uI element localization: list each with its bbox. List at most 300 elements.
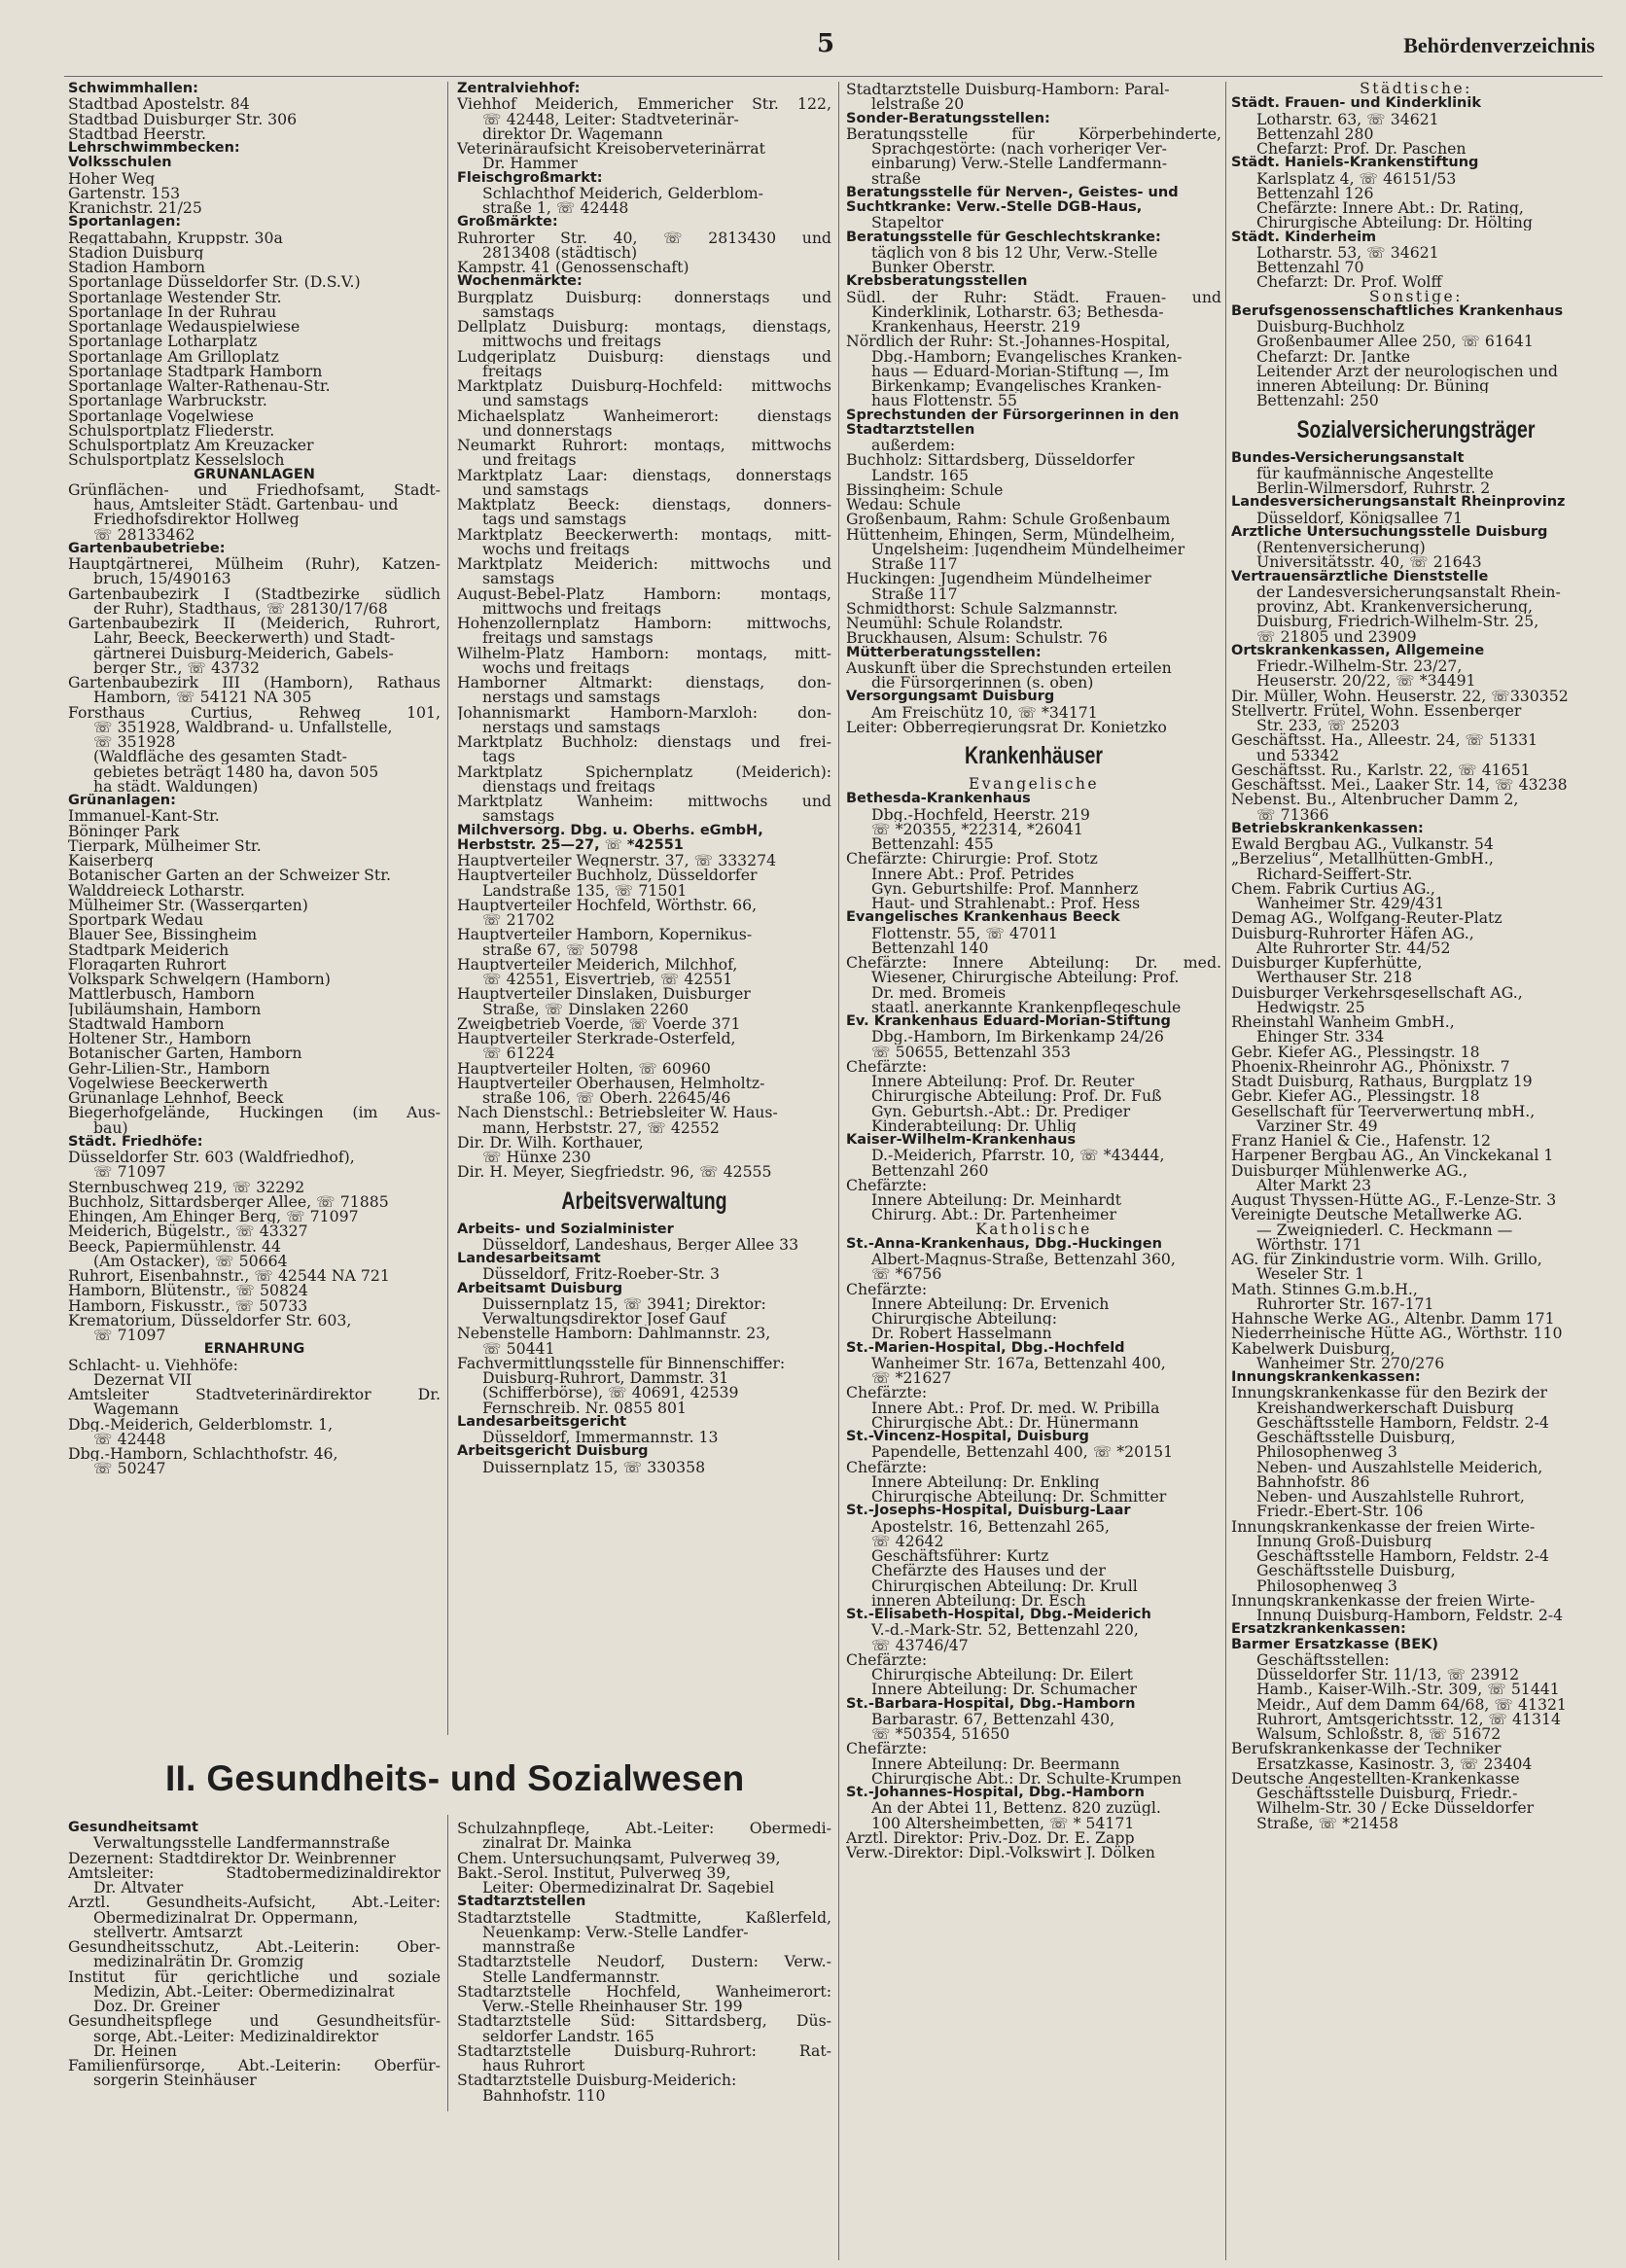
col3-line: Bettenzahl 260 bbox=[871, 1162, 989, 1178]
col2-line: Michaelsplatz Wanheimerort: dienstags bbox=[457, 408, 831, 423]
col3-line: Evangelische bbox=[968, 777, 1100, 793]
col4-line: Hedwigstr. 25 bbox=[1256, 999, 1365, 1014]
col3-line: Innere Abt.: Prof. Dr. med. W. Pribilla bbox=[871, 1400, 1160, 1415]
col3-line: Innere Abteilung: Dr. Ervenich bbox=[871, 1295, 1110, 1311]
col4-line: Walsum, Schloßstr. 8, ☏ 51672 bbox=[1256, 1726, 1502, 1742]
col4-line: (Rentenversicherung) bbox=[1256, 540, 1426, 555]
col3-line: Kaiser-Wilhelm-Krankenhaus bbox=[846, 1133, 1077, 1148]
col2-line: Dir. H. Meyer, Siegfriedstr. 96, ☏ 42555 bbox=[457, 1164, 772, 1180]
col1-line: der Ruhr), Stadthaus, ☏ 28130/17/68 bbox=[93, 600, 388, 616]
col2-line: Schlachthof Meiderich, Gelderblom- bbox=[482, 185, 763, 200]
col2-line: Düsseldorf, Landeshaus, Berger Allee 33 bbox=[482, 1236, 799, 1252]
col4-line: August Thyssen-Hütte AG., F.-Lenze-Str. 3 bbox=[1231, 1192, 1557, 1208]
col3-line: lelstraße 20 bbox=[871, 96, 965, 112]
col3-line: Bettenzahl: 455 bbox=[871, 836, 994, 852]
col1-line: Schulsportplatz Am Kreuzacker bbox=[68, 438, 314, 453]
col4-line: Berlin-Wilmersdorf, Ruhrstr. 2 bbox=[1256, 480, 1491, 496]
col3-line: Schmidthorst: Schule Salzmannstr. bbox=[846, 600, 1118, 616]
col3-line: St.-Marien-Hospital, Dbg.-Hochfeld bbox=[846, 1340, 1125, 1356]
col2-line: Zweigbetrieb Voerde, ☏ Voerde 371 bbox=[457, 1015, 741, 1031]
col4-line: Städtische: bbox=[1360, 82, 1472, 97]
col2-line: Marktplatz Wanheim: mittwochs und bbox=[457, 794, 831, 809]
col3-line: Birkenkamp; Evangelisches Kranken- bbox=[871, 378, 1162, 394]
col3-line: einbarung) Verw.-Stelle Landfermann- bbox=[871, 156, 1168, 171]
col4-line: Wörthstr. 171 bbox=[1256, 1236, 1362, 1252]
col3-line: St.-Barbara-Hospital, Dbg.-Hamborn bbox=[846, 1696, 1136, 1712]
col2-line: ☏ 50441 bbox=[482, 1340, 555, 1356]
col2-line: Hohenzollernplatz Hamborn: mittwochs, bbox=[457, 616, 831, 631]
col4-line: Meidr., Auf dem Damm 64/68, ☏ 41321 bbox=[1256, 1696, 1567, 1712]
col4-line: Geschäftsst. Ha., Alleestr. 24, ☏ 51331 bbox=[1231, 732, 1538, 748]
col4-line: und 53342 bbox=[1256, 747, 1340, 762]
col4-line: Bundes-Versicherungsanstalt bbox=[1231, 450, 1465, 466]
col3-line: haus Flottenstr. 55 bbox=[871, 393, 1018, 408]
col2b-line: Stadtarztstelle Duisburg-Ruhrort: Rat- bbox=[457, 2042, 831, 2058]
col2-line: Nach Dienstschl.: Betriebsleiter W. Haus- bbox=[457, 1105, 778, 1120]
col2-line: wochs und freitags bbox=[482, 541, 630, 556]
col4-line: Innungskrankenkasse für den Bezirk der bbox=[1231, 1385, 1548, 1400]
col2-line: Verwaltungsdirektor Josef Gauf bbox=[482, 1311, 726, 1327]
col4-line: Chirurgische Abteilung: Dr. Hölting bbox=[1256, 215, 1533, 230]
col2-line: freitags und samstags bbox=[482, 630, 654, 646]
col1-line: Gartenbaubezirk I (Stadtbezirke südlich bbox=[68, 585, 441, 601]
col2b-line: Bakt.-Serol. Institut, Pulverweg 39, bbox=[457, 1864, 731, 1880]
col1-line: Böninger Park bbox=[68, 823, 180, 838]
col3-line: Chefärzte: bbox=[846, 1058, 928, 1074]
col1b-line: medizinalrätin Dr. Gromzig bbox=[93, 1954, 304, 1969]
col4-line: AG. für Zinkindustrie vorm. Wilh. Grillo, bbox=[1231, 1252, 1542, 1267]
col1-line: Holtener Str., Hamborn bbox=[68, 1031, 252, 1046]
col2-line: und freitags bbox=[482, 452, 577, 468]
col3-line: haus — Eduard-Morian-Stiftung —, Im bbox=[871, 363, 1169, 378]
col4-line: Nebenst. Bu., Altenbrucher Damm 2, bbox=[1231, 792, 1519, 807]
col1-line: Lehrschwimmbecken: bbox=[68, 141, 240, 156]
col3-line: ☏ 42642 bbox=[871, 1533, 944, 1548]
col3-line: Flottenstr. 55, ☏ 47011 bbox=[871, 925, 1058, 940]
col4-line: Geschäftsst. Ru., Karlstr. 22, ☏ 41651 bbox=[1231, 762, 1531, 777]
col3-line: Chefärzte: Chirurgie: Prof. Stotz bbox=[846, 851, 1098, 867]
col1-line: Beeck, Papiermühlenstr. 44 bbox=[68, 1238, 281, 1254]
col4-line: Düsseldorfer Str. 11/13, ☏ 23912 bbox=[1256, 1667, 1520, 1683]
col1-line: Friedhofsdirektor Hollweg bbox=[93, 512, 300, 527]
col4-line: Str. 233, ☏ 25203 bbox=[1256, 718, 1400, 733]
col1-line: Amtsleiter Stadtveterinärdirektor Dr. bbox=[68, 1387, 441, 1402]
col3-line: Gyn. Geburtsh.-Abt.: Dr. Prediger bbox=[871, 1103, 1131, 1118]
col4-line: Friedr.-Wilhelm-Str. 23/27, bbox=[1256, 658, 1463, 674]
col4-line: Ortskrankenkassen, Allgemeine bbox=[1231, 643, 1485, 658]
col2-line: und samstags bbox=[482, 393, 589, 408]
col3-line: Chirurg. Abt.: Dr. Partenheimer bbox=[871, 1207, 1116, 1223]
col4-line: Geschäftsstelle Hamborn, Feldstr. 2-4 bbox=[1256, 1414, 1549, 1430]
col4-line: Deutsche Angestellten-Krankenkasse bbox=[1231, 1770, 1520, 1786]
col4-line: Alte Ruhrorter Str. 44/52 bbox=[1256, 939, 1451, 955]
col2-line: Arbeitsamt Duisburg bbox=[457, 1281, 623, 1296]
col3-line: außerdem: bbox=[871, 438, 956, 453]
col3-line: D.-Meiderich, Pfarrstr. 10, ☏ *43444, bbox=[871, 1148, 1165, 1163]
col2-line: mittwochs und freitags bbox=[482, 600, 661, 616]
col2-line: Dr. Hammer bbox=[482, 156, 578, 171]
col2-line: Hauptverteiler Hochfeld, Wörthstr. 66, bbox=[457, 897, 758, 912]
col3-line: Beratungsstelle für Körperbehinderte, bbox=[846, 125, 1221, 141]
col2-line: ☏ 42448, Leiter: Stadtveterinär- bbox=[482, 111, 739, 126]
col2-line: (Schifferbörse), ☏ 40691, 42539 bbox=[482, 1385, 739, 1400]
col1-line: Volkspark Schwelgern (Hamborn) bbox=[68, 972, 331, 987]
col1b-line: Gesundheitsamt bbox=[68, 1821, 198, 1835]
col2-line: Duisburg-Ruhrort, Dammstr. 31 bbox=[482, 1370, 729, 1386]
col3-line: ☏ *50354, 51650 bbox=[871, 1726, 1010, 1742]
col2-line: Milchversorg. Dbg. u. Oberhs. eGmbH, bbox=[457, 823, 763, 838]
col1-line: Dbg.-Hamborn, Schlachthofstr. 46, bbox=[68, 1446, 338, 1462]
col3-line: Geschäftsführer: Kurtz bbox=[871, 1548, 1049, 1564]
col4-line: Demag AG., Wolfgang-Reuter-Platz bbox=[1231, 910, 1502, 926]
col3-line: ☏ *6756 bbox=[871, 1266, 942, 1282]
col1-line: Schwimmhallen: bbox=[68, 82, 198, 96]
col2-line: samstags bbox=[482, 571, 555, 586]
col1-line: Buchholz, Sittardsberger Allee, ☏ 71885 bbox=[68, 1193, 389, 1209]
col1-line: Schulsportplatz Fliederstr. bbox=[68, 422, 275, 438]
col3-line: Haut- und Strahlenabt.: Prof. Hess bbox=[871, 896, 1141, 911]
col1-line: Schlacht- u. Viehhöfe: bbox=[68, 1357, 238, 1372]
col1-line: Ruhrort, Eisenbahnstr., ☏ 42544 NA 721 bbox=[68, 1268, 390, 1284]
col3-line: Verw.-Direktor: Dipl.-Volkswirt J. Dölken bbox=[846, 1845, 1155, 1860]
col2-line: und samstags bbox=[482, 481, 589, 497]
col1-line: Botanischer Garten an der Schweizer Str. bbox=[68, 868, 391, 883]
col2-line: Nebenstelle Hamborn: Dahlmannstr. 23, bbox=[457, 1326, 771, 1341]
col4-line: Lotharstr. 63, ☏ 34621 bbox=[1256, 111, 1439, 126]
col3-line: Ungelsheim: Jugendheim Mündelheimer bbox=[871, 541, 1185, 556]
col4-line: Varziner Str. 49 bbox=[1256, 1117, 1378, 1133]
col4-line: Betriebskrankenkassen: bbox=[1231, 821, 1424, 836]
col1-line: (Waldfläche des gesamten Stadt- bbox=[93, 749, 347, 764]
col4-line: Gesellschaft für Teerverwertung mbH., bbox=[1231, 1103, 1536, 1118]
col3-line: Bissingheim: Schule bbox=[846, 481, 1004, 497]
col4-line: ☏ 71366 bbox=[1256, 806, 1329, 822]
col1-line: Walddreieck Lotharstr. bbox=[68, 882, 245, 898]
column-divider-1-lower bbox=[447, 1815, 448, 2111]
col1-line: Stadtbad Duisburger Str. 306 bbox=[68, 111, 298, 126]
col4-line: Sozialversicherungsträger bbox=[1296, 415, 1536, 443]
col4-line: provinz, Abt. Krankenversicherung, bbox=[1256, 599, 1534, 615]
col2-line: straße 1, ☏ 42448 bbox=[482, 200, 629, 216]
col1-line: ☏ 71097 bbox=[93, 1164, 166, 1180]
col4-line: Richard-Seiffert-Str. bbox=[1256, 866, 1413, 881]
col3-line: Neumühl: Schule Rolandstr. bbox=[846, 616, 1064, 631]
col1b-line: Ärztl. Gesundheits-Aufsicht, Abt.-Leiter: bbox=[68, 1895, 441, 1910]
col2-line: freitags bbox=[482, 363, 543, 378]
col1-line: Sportanlagen: bbox=[68, 215, 182, 230]
col3-line: Chefärzte: bbox=[846, 1651, 928, 1667]
col4-line: Chefarzt: Dr. Jantke bbox=[1256, 348, 1411, 364]
col3-line: Chirurgische Abteilung: Prof. Dr. Fuß bbox=[871, 1088, 1162, 1104]
col2-line: Düsseldorf, Immermannstr. 13 bbox=[482, 1430, 719, 1445]
col4-line: Ewald Bergbau AG., Vulkanstr. 54 bbox=[1231, 836, 1494, 852]
col2b-line: Stadtarztstelle Neudorf, Dustern: Verw.- bbox=[457, 1954, 831, 1969]
col3-line: Bruckhausen, Alsum: Schulstr. 76 bbox=[846, 630, 1108, 646]
col2-line: ☏ 21702 bbox=[482, 912, 555, 928]
col3-line: Gyn. Geburtshilfe: Prof. Mannherz bbox=[871, 880, 1139, 896]
column-3 bbox=[846, 82, 1221, 2260]
col4-line: Lotharstr. 53, ☏ 34621 bbox=[1256, 244, 1439, 260]
col1-line: Gartenbaubezirk II (Meiderich, Ruhrort, bbox=[68, 616, 441, 631]
col4-line: Duisburger Mühlenwerke AG., bbox=[1231, 1162, 1468, 1178]
col1-line: (Am Ostacker), ☏ 50664 bbox=[93, 1253, 288, 1268]
col1-line: Jubiläumshain, Hamborn bbox=[68, 1001, 262, 1016]
col1-line: Grünanlagen: bbox=[68, 794, 176, 808]
col2-line: Großmärkte: bbox=[457, 215, 558, 230]
col4-line: Neben- und Auszahlstelle Meiderich, bbox=[1256, 1459, 1543, 1474]
col3-line: Krankenhäuser bbox=[965, 742, 1103, 769]
col1-line: gebietes beträgt 1480 ha, davon 505 bbox=[93, 763, 379, 779]
col4-line: Innung Duisburg-Hamborn, Feldstr. 2-4 bbox=[1256, 1608, 1564, 1623]
col4-line: Geschäftsstellen: bbox=[1256, 1651, 1390, 1667]
col2-line: Wilhelm-Platz Hamborn: montags, mitt- bbox=[457, 645, 831, 660]
col3-line: Chirurgische Abteilung: Dr. Eilert bbox=[871, 1667, 1133, 1683]
col2-line: Kampstr. 41 (Genossenschaft) bbox=[457, 260, 689, 275]
col1-line: ☏ 28133462 bbox=[93, 526, 195, 542]
col1-line: Sternbuschweg 219, ☏ 32292 bbox=[68, 1179, 305, 1194]
col3-line: Hüttenheim, Ehingen, Serm, Mündelheim, bbox=[846, 526, 1176, 542]
col3-line: Beratungsstelle für Geschlechtskranke: bbox=[846, 230, 1161, 245]
col4-line: Berufskrankenkasse der Techniker bbox=[1231, 1741, 1502, 1756]
col4-line: inneren Abteilung: Dr. Büning bbox=[1256, 378, 1490, 394]
col1-line: Sportanlage In der Ruhrau bbox=[68, 303, 277, 319]
col1-line: Hamborn, ☏ 54121 NA 305 bbox=[93, 690, 312, 705]
col4-line: Stellvertr. Frütel, Wohn. Essenberger bbox=[1231, 702, 1522, 718]
col2-line: August-Bebel-Platz Hamborn: montags, bbox=[457, 585, 831, 601]
col1-line: Immanuel-Kant-Str. bbox=[68, 808, 220, 824]
col1-line: Sportanlage Warbruckstr. bbox=[68, 393, 267, 408]
col2-line: direktor Dr. Wagemann bbox=[482, 125, 663, 141]
col4-line: der Landesversicherungsanstalt Rhein- bbox=[1256, 584, 1561, 599]
col2-line: Duissernplatz 15, ☏ 330358 bbox=[482, 1459, 706, 1474]
col1b-line: Dezernent: Stadtdirektor Dr. Weinbrenner bbox=[68, 1850, 396, 1865]
col1-line: Städt. Friedhöfe: bbox=[68, 1134, 203, 1150]
col3-line: Wiesener, Chirurgische Abteilung: Prof. bbox=[871, 970, 1180, 985]
col4-line: Bahnhofstr. 86 bbox=[1256, 1473, 1370, 1489]
col1-line: ☏ 351928 bbox=[93, 734, 176, 750]
col4-line: Duisburg, Friedrich-Wilhelm-Str. 25, bbox=[1256, 614, 1539, 629]
col2-line: Fernschreib. Nr. 0855 801 bbox=[482, 1400, 687, 1415]
col3-line: Dbg.-Hamborn; Evangelisches Kranken- bbox=[871, 348, 1183, 364]
col2-line: dienstags und freitags bbox=[482, 778, 655, 794]
col1-line: Mattlerbusch, Hamborn bbox=[68, 986, 255, 1002]
col2-line: straße 67, ☏ 50798 bbox=[482, 941, 639, 957]
col3-line: Krankenhaus, Heerstr. 219 bbox=[871, 319, 1080, 335]
col1-line: Sportanlage Lotharplatz bbox=[68, 334, 258, 349]
col4-line: Vereinigte Deutsche Metallwerke AG. bbox=[1231, 1207, 1523, 1223]
col3-line: Innere Abteilung: Dr. Schumacher bbox=[871, 1682, 1137, 1697]
col1-line: Kranichstr. 21/25 bbox=[68, 200, 202, 216]
col2-line: Hauptverteiler Wegnerstr. 37, ☏ 333274 bbox=[457, 853, 777, 868]
col1-line: ☏ 50247 bbox=[93, 1461, 166, 1476]
col3-line: Buchholz: Sittardsberg, Düsseldorfer bbox=[846, 452, 1135, 468]
col2b-line: Stadtarztstelle Stadtmitte, Kaßlerfeld, bbox=[457, 1909, 831, 1925]
col2-line: Landstraße 135, ☏ 71501 bbox=[482, 882, 688, 898]
col3-line: Chirurgische Abteilung: Dr. Schmitter bbox=[871, 1489, 1167, 1505]
col4-line: Städt. Kinderheim bbox=[1231, 230, 1377, 245]
col3-line: V.-d.-Mark-Str. 52, Bettenzahl 220, bbox=[871, 1622, 1139, 1638]
col3-line: Barbarastr. 67, Bettenzahl 430, bbox=[871, 1711, 1115, 1726]
col1-line: Düsseldorfer Str. 603 (Waldfriedhof), bbox=[68, 1150, 355, 1165]
col2-line: Maktplatz Beeck: dienstags, donners- bbox=[457, 497, 831, 513]
col4-line: Innungskrankenkasse der freien Wirte- bbox=[1231, 1592, 1536, 1608]
col3-line: 100 Altersheimbetten, ☏ * 54171 bbox=[871, 1815, 1135, 1830]
col4-line: Geschäftsstelle Hamborn, Feldstr. 2-4 bbox=[1256, 1548, 1549, 1564]
col1-line: Stadion Hamborn bbox=[68, 260, 205, 275]
col2b-line: Leiter: Obermedizinalrat Dr. Sagebiel bbox=[482, 1880, 774, 1896]
col4-line: Hamb., Kaiser-Wilh.-Str. 309, ☏ 51441 bbox=[1256, 1682, 1560, 1697]
col4-line: Karlsplatz 4, ☏ 46151/53 bbox=[1256, 170, 1457, 186]
col2-line: samstags bbox=[482, 303, 555, 319]
col2-line: Dir. Dr. Wilh. Korthauer, bbox=[457, 1134, 644, 1150]
col4-line: Bettenzahl 280 bbox=[1256, 125, 1374, 141]
col2-line: Hauptverteiler Buchholz, Düsseldorfer bbox=[457, 868, 758, 883]
column-2 bbox=[457, 82, 831, 1725]
col1b-line: Gesundheitsschutz, Abt.-Leiterin: Ober- bbox=[68, 1939, 441, 1955]
col2-line: Marktplatz Laar: dienstags, donnerstags bbox=[457, 467, 831, 482]
column-4 bbox=[1231, 82, 1601, 2260]
col2-line: Duissernplatz 15, ☏ 3941; Direktor: bbox=[482, 1295, 766, 1311]
col2-line: Fleischgroßmarkt: bbox=[457, 170, 603, 186]
col4-line: „Berzelius“, Metallhütten-GmbH., bbox=[1231, 851, 1494, 867]
col1-line: Grünflächen- und Friedhofsamt, Stadt- bbox=[68, 481, 441, 497]
col4-line: Rheinstahl Wanheim GmbH., bbox=[1231, 1014, 1455, 1030]
col1-line: Sportanlage Stadtpark Hamborn bbox=[68, 363, 323, 378]
col1-line: Sportpark Wedau bbox=[68, 912, 204, 928]
col1-line: Grünanlage Lehnhof, Beeck bbox=[68, 1090, 284, 1106]
col3-line: Dr. med. Bromeis bbox=[871, 984, 1007, 1000]
col2-line: Düsseldorf, Fritz-Roeber-Str. 3 bbox=[482, 1266, 721, 1282]
col2-line: Neumarkt Ruhrort: montags, mittwochs bbox=[457, 438, 831, 453]
col3-line: Apostelstr. 16, Bettenzahl 265, bbox=[871, 1518, 1110, 1534]
col2-line: wochs und freitags bbox=[482, 659, 630, 675]
col1-line: Forsthaus Curtius, Rehweg 101, bbox=[68, 704, 441, 720]
col2b-line: Stadtarztstelle Süd: Sittardsberg, Düs- bbox=[457, 2013, 831, 2029]
col4-line: Heuserstr. 20/22, ☏ *34491 bbox=[1256, 673, 1476, 689]
col1-line: Hauptgärtnerei, Mülheim (Ruhr), Katzen- bbox=[68, 556, 441, 572]
col1b-line: Amtsleiter: Stadtobermedizinaldirektor bbox=[68, 1864, 441, 1880]
col4-line: Städt. Haniels-Krankenstiftung bbox=[1231, 156, 1479, 171]
col2-line: Marktplatz Beeckerwerth: montags, mitt- bbox=[457, 526, 831, 542]
col4-line: Innungskrankenkasse der freien Wirte- bbox=[1231, 1518, 1536, 1534]
col1b-line: Gesundheitspflege und Gesundheitsfür- bbox=[68, 2013, 441, 2029]
col1-line: Floragarten Ruhrort bbox=[68, 956, 227, 972]
col4-line: Gebr. Kiefer AG., Plessingstr. 18 bbox=[1231, 1088, 1480, 1104]
col2-line: Marktplatz Duisburg-Hochfeld: mittwochs bbox=[457, 378, 831, 394]
col1b-line: Dr. Heinen bbox=[93, 2042, 177, 2058]
col1-line: ☏ 71097 bbox=[93, 1328, 166, 1343]
col4-line: Landesversicherungsanstalt Rheinprovinz bbox=[1231, 495, 1566, 511]
col2-line: Marktplatz Meiderich: mittwochs und bbox=[457, 556, 831, 572]
col1-line: Gartenbaubetriebe: bbox=[68, 541, 226, 556]
col1-line: Stadtbad Heerstr. bbox=[68, 125, 207, 141]
col3-line: Chirurgische Abteilung: bbox=[871, 1311, 1058, 1327]
col3-line: Leiter: Obberregierungsrat Dr. Konietzko bbox=[846, 719, 1167, 734]
col4-line: Duisburg-Buchholz bbox=[1256, 319, 1405, 335]
col3-line: täglich von 8 bis 12 Uhr, Verw.-Stelle bbox=[871, 244, 1158, 260]
col1-line: Krematorium, Düsseldorfer Str. 603, bbox=[68, 1312, 352, 1328]
col4-line: Stadt Duisburg, Rathaus, Burgplatz 19 bbox=[1231, 1074, 1533, 1089]
col3-line: inneren Abteilung: Dr. Esch bbox=[871, 1592, 1086, 1608]
col4-line: Alter Markt 23 bbox=[1256, 1177, 1372, 1192]
col3-line: Großenbaum, Rahm: Schule Großenbaum bbox=[846, 512, 1171, 527]
col1b-line: Familienfürsorge, Abt.-Leiterin: Oberfür- bbox=[68, 2058, 441, 2073]
col2-line: Marktplatz Spichernplatz (Meiderich): bbox=[457, 763, 831, 779]
col3-line: Kinderabteilung: Dr. Uhlig bbox=[871, 1117, 1077, 1133]
col2-line: Arbeits- und Sozialminister bbox=[457, 1222, 674, 1237]
col4-line: Geschäftsst. Mei., Laaker Str. 14, ☏ 43238 bbox=[1231, 777, 1568, 793]
col2b-line: Stadtarztstelle Duisburg-Meiderich: bbox=[457, 2073, 737, 2088]
col3-line: St.-Anna-Krankenhaus, Dbg.-Huckingen bbox=[846, 1236, 1162, 1252]
col1-line: Kaiserberg bbox=[68, 853, 154, 868]
col2b-line: Stadtarztstelle Hochfeld, Wanheimerort: bbox=[457, 1983, 831, 1999]
col2-line: samstags bbox=[482, 808, 555, 824]
col3-line: Auskunft über die Sprechstunden erteilen bbox=[846, 659, 1172, 675]
col1-line: Schulsportplatz Kesselsloch bbox=[68, 452, 285, 468]
col2-line: mittwochs und freitags bbox=[482, 334, 661, 349]
col2-line: ☏ 61224 bbox=[482, 1045, 555, 1061]
column-divider-1 bbox=[447, 82, 448, 1735]
page-header bbox=[58, 29, 1595, 68]
col4-line: — Zweigniederl. C. Heckmann — bbox=[1256, 1222, 1513, 1237]
col3-line: ☏ 43746/47 bbox=[871, 1637, 969, 1652]
col1-line: Gehr-Lilien-Str., Hamborn bbox=[68, 1060, 270, 1076]
col1-line: Sportanlage Vogelwiese bbox=[68, 408, 254, 423]
column-divider-3 bbox=[1225, 82, 1226, 2260]
col2-line: und donnerstags bbox=[482, 422, 613, 438]
col3-line: Ärztl. Direktor: Priv.-Doz. Dr. E. Zapp bbox=[846, 1829, 1135, 1845]
col4-line: Gebr. Kiefer AG., Plessingstr. 18 bbox=[1231, 1044, 1480, 1059]
col1-line: Stadion Duisburg bbox=[68, 244, 204, 260]
col4-line: Düsseldorf, Königsallee 71 bbox=[1256, 510, 1464, 525]
col4-line: für kaufmännische Angestellte bbox=[1256, 465, 1494, 480]
col1-line: gärtnerei Duisburg-Meiderich, Gabels- bbox=[93, 645, 394, 660]
column-divider-2 bbox=[838, 82, 839, 2260]
col4-line: Wanheimer Str. 270/276 bbox=[1256, 1355, 1445, 1370]
col4-line: Leitender Arzt der neurologischen und bbox=[1256, 363, 1558, 378]
col4-line: Duisburg-Ruhrorter Häfen AG., bbox=[1231, 925, 1474, 940]
col4-line: Städt. Frauen- und Kinderklinik bbox=[1231, 96, 1481, 112]
col3-line: Sprachgestörte: (nach vorheriger Ver- bbox=[871, 141, 1167, 157]
col2b-line: Schulzahnpflege, Abt.-Leiter: Obermedi- bbox=[457, 1821, 831, 1836]
col2-line: Dellplatz Duisburg: montags, dienstags, bbox=[457, 319, 831, 335]
col3-line: St.-Elisabeth-Hospital, Dbg.-Meiderich bbox=[846, 1608, 1151, 1622]
col2-line: ☏ Hünxe 230 bbox=[482, 1150, 591, 1165]
col1-line: Stadtpark Meiderich bbox=[68, 941, 230, 957]
col1-line: Blauer See, Bissingheim bbox=[68, 927, 258, 942]
col2b-line: Neuenkamp: Verw.-Stelle Landfer- bbox=[482, 1924, 749, 1939]
col1-line: Gartenbaubezirk III (Hamborn), Rathaus bbox=[68, 675, 441, 691]
col1b-line: Obermedizinalrat Dr. Oppermann, bbox=[93, 1909, 359, 1925]
col2-line: Straße, ☏ Dinslaken 2260 bbox=[482, 1001, 689, 1016]
col3-line: Chirurgische Abt.: Dr. Schulte-Krumpen bbox=[871, 1770, 1183, 1786]
col2-line: Hauptverteiler Meiderich, Milchhof, bbox=[457, 956, 738, 972]
col1-line: Regattabahn, Kruppstr. 30a bbox=[68, 230, 283, 245]
col1-line: Hoher Weg bbox=[68, 170, 156, 186]
col3-line: die Fürsorgerinnen (s. oben) bbox=[871, 675, 1094, 691]
col3-line: Chefärzte: Innere Abteilung: Dr. med. bbox=[846, 955, 1221, 971]
col3-line: St.-Vincenz-Hospital, Duisburg bbox=[846, 1430, 1089, 1444]
col4-line: Duisburger Kupferhütte, bbox=[1231, 955, 1423, 971]
col1-line: Vogelwiese Beeckerwerth bbox=[68, 1075, 268, 1090]
col3-line: Bunker Oberstr. bbox=[871, 260, 996, 275]
col4-line: Chem. Fabrik Curtius AG., bbox=[1231, 880, 1435, 896]
col4-line: Großenbaumer Allee 250, ☏ 61641 bbox=[1256, 334, 1534, 349]
col1b-line: stellvertr. Amtsarzt bbox=[93, 1924, 243, 1939]
col4-line: Universitätsstr. 40, ☏ 21643 bbox=[1256, 554, 1482, 570]
col1-line: Lahr, Beeck, Beeckerwerth) und Stadt- bbox=[93, 630, 396, 646]
col2-line: Marktplatz Buchholz: dienstags und frei- bbox=[457, 734, 831, 750]
